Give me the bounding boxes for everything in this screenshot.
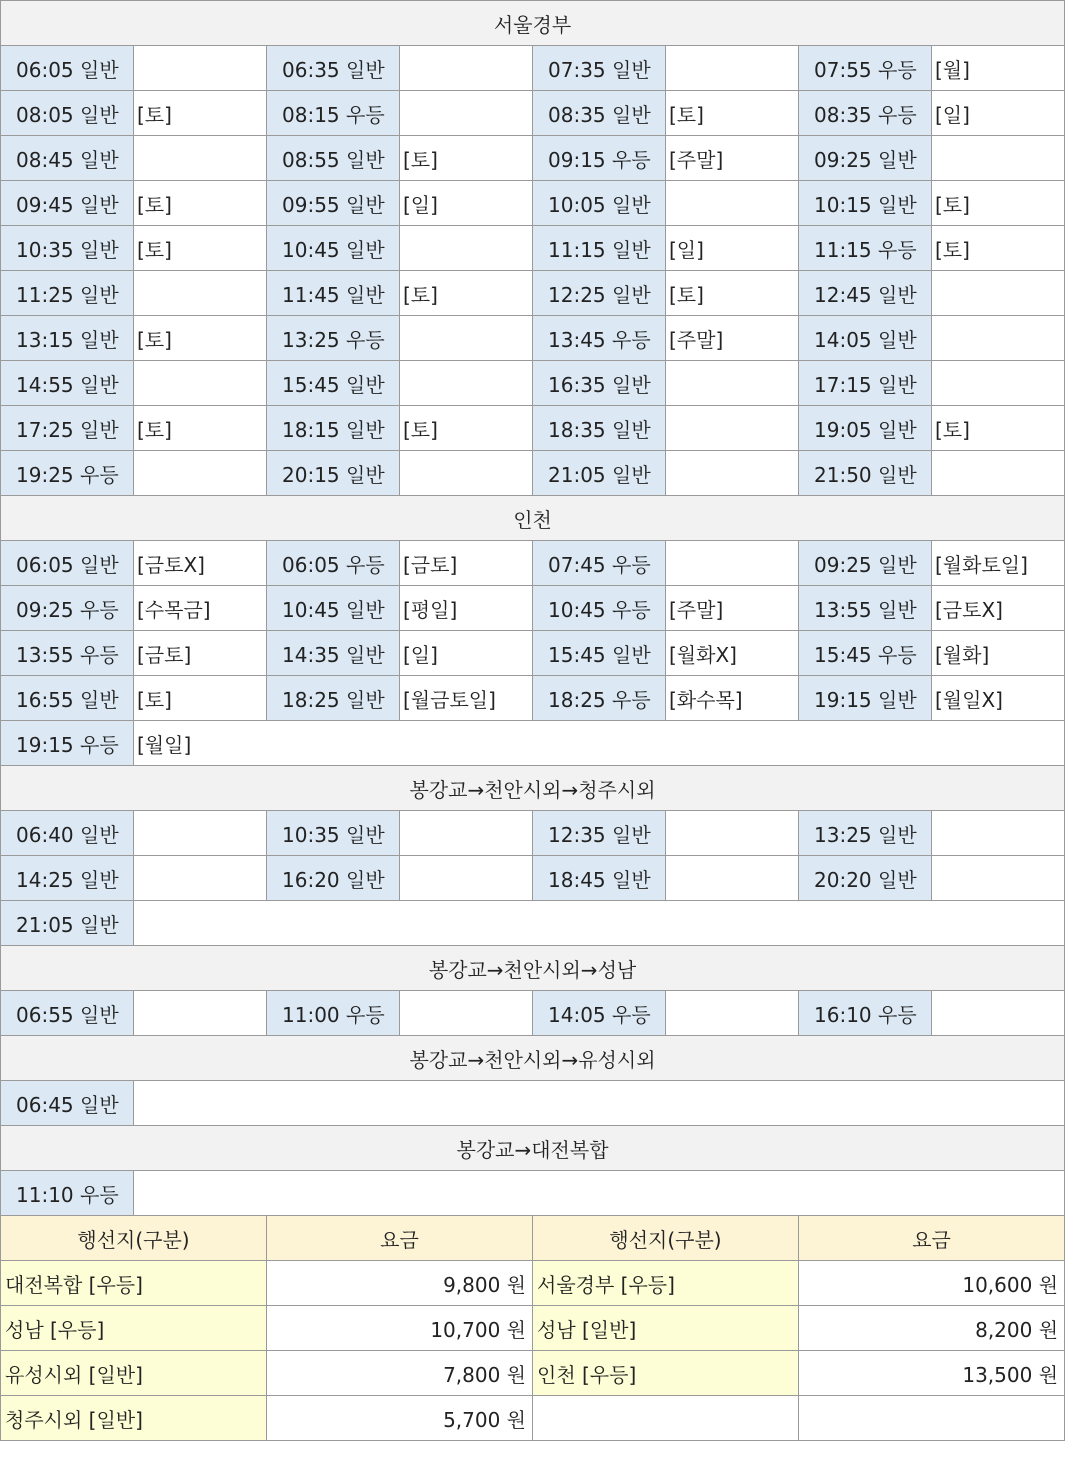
fare-destination: 청주시외 [일반] <box>1 1396 267 1441</box>
departure-time: 12:45 일반 <box>799 271 932 316</box>
departure-time: 19:15 우등 <box>1 721 134 766</box>
departure-time: 11:25 일반 <box>1 271 134 316</box>
departure-time: 09:25 일반 <box>799 541 932 586</box>
route-header-row <box>1 766 1065 811</box>
day-note <box>666 856 799 901</box>
schedule-row <box>1 901 1065 946</box>
day-note <box>134 991 267 1036</box>
day-note: [화수목] <box>666 676 799 721</box>
departure-time: 08:45 일반 <box>1 136 134 181</box>
schedule-row <box>1 361 1065 406</box>
day-note: [토] <box>666 91 799 136</box>
departure-time: 13:25 우등 <box>267 316 400 361</box>
day-note: [토] <box>400 136 533 181</box>
departure-time: 13:55 일반 <box>799 586 932 631</box>
departure-time: 15:45 우등 <box>799 631 932 676</box>
day-note <box>400 46 533 91</box>
departure-time: 18:35 일반 <box>533 406 666 451</box>
schedule-row <box>1 631 1065 676</box>
route-header-row <box>1 1036 1065 1081</box>
schedule-row <box>1 136 1065 181</box>
day-note <box>932 271 1065 316</box>
empty-cell <box>134 901 1065 946</box>
fare-destination-header: 행선지(구분) <box>533 1216 799 1261</box>
day-note <box>932 991 1065 1036</box>
departure-time: 06:05 일반 <box>1 541 134 586</box>
route-header-row <box>1 1 1065 46</box>
fare-price: 5,700 원 <box>267 1396 533 1441</box>
schedule-row <box>1 91 1065 136</box>
day-note <box>666 46 799 91</box>
day-note: [금토] <box>134 631 267 676</box>
departure-time: 09:25 우등 <box>1 586 134 631</box>
day-note: [월] <box>932 46 1065 91</box>
day-note <box>134 46 267 91</box>
departure-time: 18:25 우등 <box>533 676 666 721</box>
day-note: [토] <box>134 91 267 136</box>
departure-time: 13:25 일반 <box>799 811 932 856</box>
departure-time: 10:35 일반 <box>267 811 400 856</box>
day-note <box>932 811 1065 856</box>
departure-time: 10:45 우등 <box>533 586 666 631</box>
departure-time: 09:15 우등 <box>533 136 666 181</box>
schedule-row <box>1 811 1065 856</box>
route-header-row <box>1 946 1065 991</box>
departure-time: 11:45 일반 <box>267 271 400 316</box>
departure-time: 06:05 우등 <box>267 541 400 586</box>
departure-time: 10:05 일반 <box>533 181 666 226</box>
day-note: [일] <box>400 631 533 676</box>
day-note: [주말] <box>666 586 799 631</box>
day-note: [금토] <box>400 541 533 586</box>
departure-time: 20:20 일반 <box>799 856 932 901</box>
day-note: [평일] <box>400 586 533 631</box>
departure-time: 21:05 일반 <box>533 451 666 496</box>
fare-price-header: 요금 <box>267 1216 533 1261</box>
departure-time: 14:05 우등 <box>533 991 666 1036</box>
departure-time: 13:45 우등 <box>533 316 666 361</box>
departure-time: 15:45 일반 <box>267 361 400 406</box>
schedule-row <box>1 991 1065 1036</box>
departure-time: 06:45 일반 <box>1 1081 134 1126</box>
day-note <box>666 361 799 406</box>
fare-destination: 성남 [일반] <box>533 1306 799 1351</box>
departure-time: 14:35 일반 <box>267 631 400 676</box>
route-title: 봉강교→천안시외→청주시외 <box>1 766 1065 811</box>
departure-time: 07:35 일반 <box>533 46 666 91</box>
departure-time: 10:45 일반 <box>267 226 400 271</box>
day-note: [주말] <box>666 136 799 181</box>
empty-cell <box>134 1171 1065 1216</box>
departure-time: 08:35 일반 <box>533 91 666 136</box>
day-note: [토] <box>932 226 1065 271</box>
day-note <box>400 811 533 856</box>
route-title: 봉강교→대전복합 <box>1 1126 1065 1171</box>
departure-time: 18:25 일반 <box>267 676 400 721</box>
fare-price-header: 요금 <box>799 1216 1065 1261</box>
departure-time: 19:15 일반 <box>799 676 932 721</box>
day-note: [월화X] <box>666 631 799 676</box>
schedule-row <box>1 856 1065 901</box>
departure-time: 21:05 일반 <box>1 901 134 946</box>
day-note <box>666 541 799 586</box>
day-note: [토] <box>666 271 799 316</box>
fare-price: 9,800 원 <box>267 1261 533 1306</box>
fare-destination <box>533 1396 799 1441</box>
day-note <box>932 136 1065 181</box>
route-header-row <box>1 496 1065 541</box>
departure-time: 09:25 일반 <box>799 136 932 181</box>
fare-price: 13,500 원 <box>799 1351 1065 1396</box>
day-note: [월화] <box>932 631 1065 676</box>
route-title: 서울경부 <box>1 1 1065 46</box>
day-note <box>666 991 799 1036</box>
day-note: [월일] <box>134 721 1065 766</box>
day-note <box>400 991 533 1036</box>
day-note <box>400 226 533 271</box>
route-header-row <box>1 1126 1065 1171</box>
day-note: [토] <box>134 316 267 361</box>
day-note: [토] <box>134 226 267 271</box>
departure-time: 14:05 일반 <box>799 316 932 361</box>
route-title: 인천 <box>1 496 1065 541</box>
departure-time: 12:25 일반 <box>533 271 666 316</box>
schedule-row <box>1 271 1065 316</box>
departure-time: 08:35 우등 <box>799 91 932 136</box>
day-note <box>134 451 267 496</box>
day-note: [일] <box>932 91 1065 136</box>
fare-destination: 유성시외 [일반] <box>1 1351 267 1396</box>
day-note: [금토X] <box>134 541 267 586</box>
day-note: [토] <box>134 181 267 226</box>
departure-time: 07:55 우등 <box>799 46 932 91</box>
day-note: [토] <box>134 676 267 721</box>
fare-header-row <box>1 1216 1065 1261</box>
departure-time: 13:55 우등 <box>1 631 134 676</box>
day-note: [월일X] <box>932 676 1065 721</box>
fare-row <box>1 1396 1065 1441</box>
departure-time: 08:05 일반 <box>1 91 134 136</box>
schedule-row <box>1 226 1065 271</box>
fare-price: 7,800 원 <box>267 1351 533 1396</box>
day-note <box>134 271 267 316</box>
departure-time: 06:40 일반 <box>1 811 134 856</box>
fare-price: 10,600 원 <box>799 1261 1065 1306</box>
departure-time: 17:15 일반 <box>799 361 932 406</box>
departure-time: 06:35 일반 <box>267 46 400 91</box>
departure-time: 19:25 우등 <box>1 451 134 496</box>
day-note: [수목금] <box>134 586 267 631</box>
day-note <box>400 361 533 406</box>
departure-time: 16:10 우등 <box>799 991 932 1036</box>
departure-time: 09:55 일반 <box>267 181 400 226</box>
schedule-row <box>1 721 1065 766</box>
departure-time: 10:45 일반 <box>267 586 400 631</box>
departure-time: 06:05 일반 <box>1 46 134 91</box>
day-note: [주말] <box>666 316 799 361</box>
fare-row <box>1 1306 1065 1351</box>
fare-price: 8,200 원 <box>799 1306 1065 1351</box>
departure-time: 21:50 일반 <box>799 451 932 496</box>
departure-time: 10:15 일반 <box>799 181 932 226</box>
fare-row <box>1 1351 1065 1396</box>
day-note: [월화토일] <box>932 541 1065 586</box>
departure-time: 11:15 우등 <box>799 226 932 271</box>
day-note <box>932 316 1065 361</box>
departure-time: 20:15 일반 <box>267 451 400 496</box>
departure-time: 18:15 일반 <box>267 406 400 451</box>
departure-time: 07:45 우등 <box>533 541 666 586</box>
day-note <box>932 856 1065 901</box>
day-note: [토] <box>400 406 533 451</box>
day-note <box>134 361 267 406</box>
schedule-row <box>1 676 1065 721</box>
fare-price <box>799 1396 1065 1441</box>
fare-destination-header: 행선지(구분) <box>1 1216 267 1261</box>
schedule-row <box>1 406 1065 451</box>
schedule-row <box>1 541 1065 586</box>
schedule-row <box>1 1171 1065 1216</box>
departure-time: 11:00 우등 <box>267 991 400 1036</box>
day-note <box>400 856 533 901</box>
day-note <box>400 316 533 361</box>
schedule-row <box>1 181 1065 226</box>
departure-time: 11:10 우등 <box>1 1171 134 1216</box>
departure-time: 16:20 일반 <box>267 856 400 901</box>
route-title: 봉강교→천안시외→유성시외 <box>1 1036 1065 1081</box>
departure-time: 12:35 일반 <box>533 811 666 856</box>
day-note: [일] <box>666 226 799 271</box>
day-note: [토] <box>932 181 1065 226</box>
day-note <box>932 361 1065 406</box>
departure-time: 16:35 일반 <box>533 361 666 406</box>
day-note: [금토X] <box>932 586 1065 631</box>
day-note <box>400 91 533 136</box>
fare-destination: 서울경부 [우등] <box>533 1261 799 1306</box>
schedule-row <box>1 451 1065 496</box>
departure-time: 08:55 일반 <box>267 136 400 181</box>
departure-time: 17:25 일반 <box>1 406 134 451</box>
fare-destination: 대전복합 [우등] <box>1 1261 267 1306</box>
day-note <box>666 451 799 496</box>
departure-time: 16:55 일반 <box>1 676 134 721</box>
fare-destination: 성남 [우등] <box>1 1306 267 1351</box>
fare-row <box>1 1261 1065 1306</box>
day-note: [토] <box>400 271 533 316</box>
schedule-row <box>1 1081 1065 1126</box>
day-note <box>134 136 267 181</box>
day-note <box>666 406 799 451</box>
day-note <box>932 451 1065 496</box>
departure-time: 11:15 일반 <box>533 226 666 271</box>
day-note <box>134 856 267 901</box>
departure-time: 14:25 일반 <box>1 856 134 901</box>
empty-cell <box>134 1081 1065 1126</box>
day-note <box>134 811 267 856</box>
departure-time: 13:15 일반 <box>1 316 134 361</box>
day-note <box>666 811 799 856</box>
day-note <box>400 451 533 496</box>
day-note: [월금토일] <box>400 676 533 721</box>
schedule-row <box>1 586 1065 631</box>
departure-time: 09:45 일반 <box>1 181 134 226</box>
route-title: 봉강교→천안시외→성남 <box>1 946 1065 991</box>
fare-destination: 인천 [우등] <box>533 1351 799 1396</box>
schedule-row <box>1 316 1065 361</box>
departure-time: 08:15 우등 <box>267 91 400 136</box>
day-note: [토] <box>932 406 1065 451</box>
departure-time: 10:35 일반 <box>1 226 134 271</box>
departure-time: 15:45 일반 <box>533 631 666 676</box>
day-note: [일] <box>400 181 533 226</box>
departure-time: 14:55 일반 <box>1 361 134 406</box>
departure-time: 06:55 일반 <box>1 991 134 1036</box>
departure-time: 19:05 일반 <box>799 406 932 451</box>
fare-price: 10,700 원 <box>267 1306 533 1351</box>
day-note: [토] <box>134 406 267 451</box>
day-note <box>666 181 799 226</box>
departure-time: 18:45 일반 <box>533 856 666 901</box>
schedule-row <box>1 46 1065 91</box>
